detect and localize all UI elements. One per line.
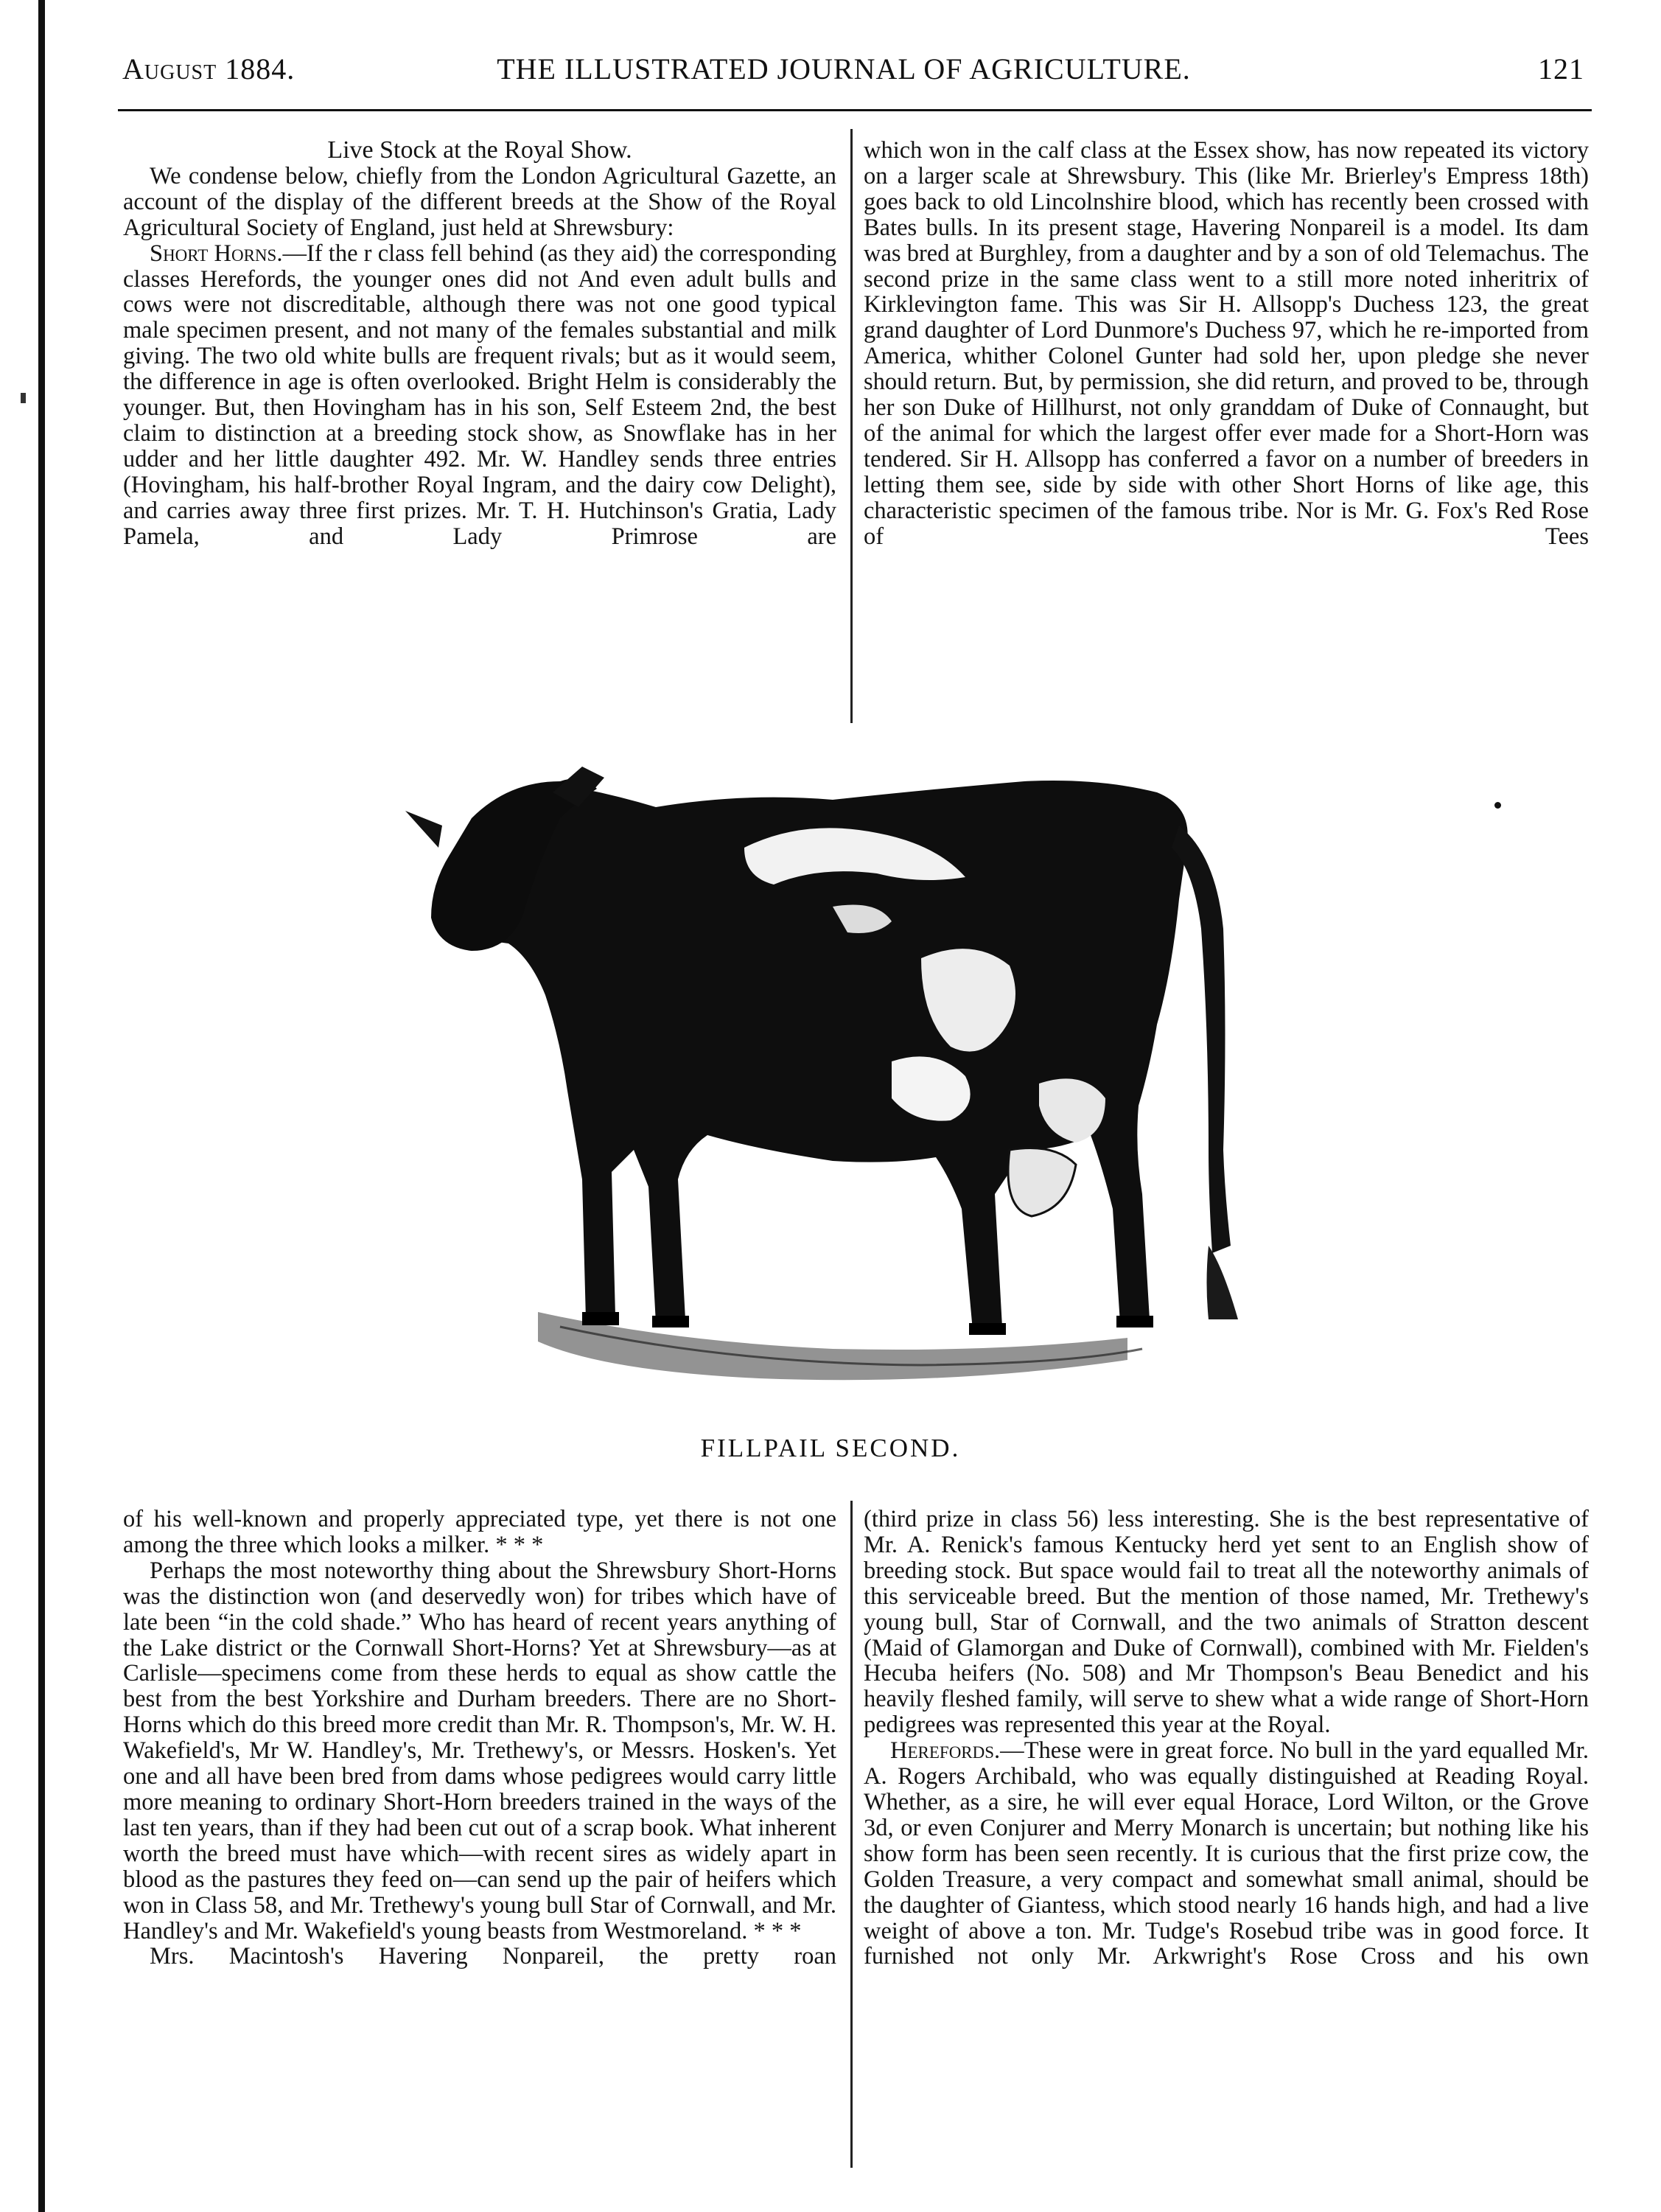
paragraph: Mrs. Macintosh's Havering Nonpareil, the pretty roan — [150, 1943, 836, 1970]
paragraph-text: If the r class fell behind (as they aid) the corresponding classes Herefords, the younger ones did not And even adult bulls and cows were not discreditable, although there was not one good typical male specimen present, and not many of the females substantial and milk giving. The two old white bulls are frequent rivals; but as it would seem, the difference in age is often overlooked. Bright Helm is considerably the younger. But, then Hovingham has in his son, Self Esteem 2nd, the best claim to distinction at a breeding stock show, as Snowflake has in her udder and her little daughter 492. Mr. W. Handley sends three entries (Hovingham, his half-brother Royal Ingram, and the dairy cow Delight), and carries away three first prizes. Mr. T. H. Hutchinson's Gratia, Lady Pamela, and Lady Primrose are — [123, 240, 836, 550]
paragraph: (third prize in class 56) less interesting. She is the best representative of Mr. A. Renick's famous Kentucky herd yet sent to an English show of breeding stock. But space would fail to treat all the noteworthy animals of this serviceable breed. But the mention of those named, Mr. Trethewy's young bull, Star of Cornwall, and the two animals of Stratton descent (Maid of Glamorgan and Duke of Cornwall), combined with Mr. Fielden's Hecuba heifers (No. 508) and Mr Thompson's Beau Benedict and his heavily fleshed family, will serve to shew what a wide range of Short-Horn pedigrees was represented this year at the Royal. — [864, 1506, 1589, 1739]
paragraph: which won in the calf class at the Essex show, has now repeated its victory on a larger scale at Shrewsbury. This (like Mr. Brierley's Empress 18th) goes back to old Lincolnshire blood, which has recently been crossed with Bates bulls. In its present stage, Havering Nonpareil is a model. Its dam was bred at Burghley, from a daughter and by a son of old Telemachus. The second prize in the same class went to a still more noted inheritrix of Kirklevington fame. This was Sir H. Allsopp's Duchess 123, the great grand daughter of Lord Dunmore's Duchess 97, which he re-imported from America, whither Colonel Gunter had sold her, upon pledge she never should return. But, by permission, she did return, and proved to be, through her son Duke of Hillhurst, not only granddam of Duke of Connaught, but of the animal for which the largest offer ever made for a Short-Horn was tendered. Sir H. Allsopp has conferred a favor on a number of breeders in letting them see, side by side with other Short Horns of like age, this characteristic specimen of the famous tribe. Nor is Mr. G. Fox's Red Rose of Tees — [864, 137, 1589, 550]
page-number: 121 — [1538, 52, 1584, 86]
cow-engraving — [361, 737, 1319, 1415]
paragraph: We condense below, chiefly from the London Agricultural Gazette, an account of the display of the different breeds at the Show of the Royal Agricultural Society of England, just held at Shrewsbury: — [123, 162, 836, 241]
issue-date: August 1884. — [122, 52, 296, 86]
column-bottom-left — [123, 1507, 836, 1969]
section-label-herefords: Herefords.— — [890, 1737, 1024, 1765]
printing-speck — [1494, 802, 1501, 809]
paragraph: of his well-known and properly appreciated type, yet there is not one among the three which looks a milker. * * * — [123, 1506, 836, 1558]
column-top-left — [123, 138, 836, 550]
header-rule — [118, 109, 1592, 111]
section-label-short-horns: Short Horns.— — [150, 240, 307, 267]
page-edge-rule — [38, 0, 45, 2212]
paragraph — [123, 241, 836, 550]
margin-mark — [21, 393, 26, 403]
paragraph: Perhaps the most noteworthy thing about the Shrewsbury Short-Horns was the distinction won (and deservedly won) for tribes which have of late been “in the cold shade.” Who has heard of recent years anything of the Lake district or the Cornwall Short-Horns? Yet at Shrewsbury—as at Carlisle—specimens come from these herds to equal as show cattle the best from the best Yorkshire and Durham breeders. There are no Short-Horns which do this breed more credit than Mr. R. Thompson's, Mr. W. H. Wakefield's, Mr W. Handley's, Mr. Trethewy's, or Messrs. Hosken's. Yet one and all have been bred from dams whose pedigrees would carry little more meaning to ordinary Short-Horn breeders trained in the ways of the last ten years, than if they had been cut out of a scrap book. What inherent worth the breed must have which—with recent sires as widely apart in blood as the pastures they feed on—can send up the pair of heifers which won in Class 58, and Mr. Trethewy's young bull Star of Cornwall, and Mr. Handley's and Mr. Wakefield's young beasts from Westmoreland. * * * — [123, 1557, 836, 1944]
cow-icon — [405, 767, 1238, 1380]
column-divider-bottom — [850, 1501, 853, 2168]
journal-title: THE ILLUSTRATED JOURNAL OF AGRICULTURE. — [497, 52, 1191, 86]
paragraph — [864, 1738, 1589, 1969]
figure-caption: FILLPAIL SECOND. — [700, 1434, 961, 1462]
column-divider-top — [850, 129, 853, 723]
paragraph-text: These were in great force. No bull in the yard equalled Mr. A. Rogers Archibald, who was equally distinguished at Reading Royal. Whether, as a sire, he will ever equal Horace, Lord Wilton, or the Grove 3d, or even Conjurer and Merry Monarch is uncertain; but nothing like his show form has been seen recently. It is curious that the first prize cow, the Golden Treasure, a very compact and somewhat small animal, should be the daughter of Giantess, which stood nearly 16 hands high, and had a live weight of above a ton. Mr. Tudge's Rosebud tribe was in good force. It furnished not only Mr. Arkwright's Rose Cross and his own — [864, 1737, 1589, 1970]
running-head — [96, 52, 1592, 103]
column-top-right — [864, 138, 1589, 550]
article-heading: Live Stock at the Royal Show. — [327, 136, 632, 164]
column-bottom-right — [864, 1507, 1589, 1969]
